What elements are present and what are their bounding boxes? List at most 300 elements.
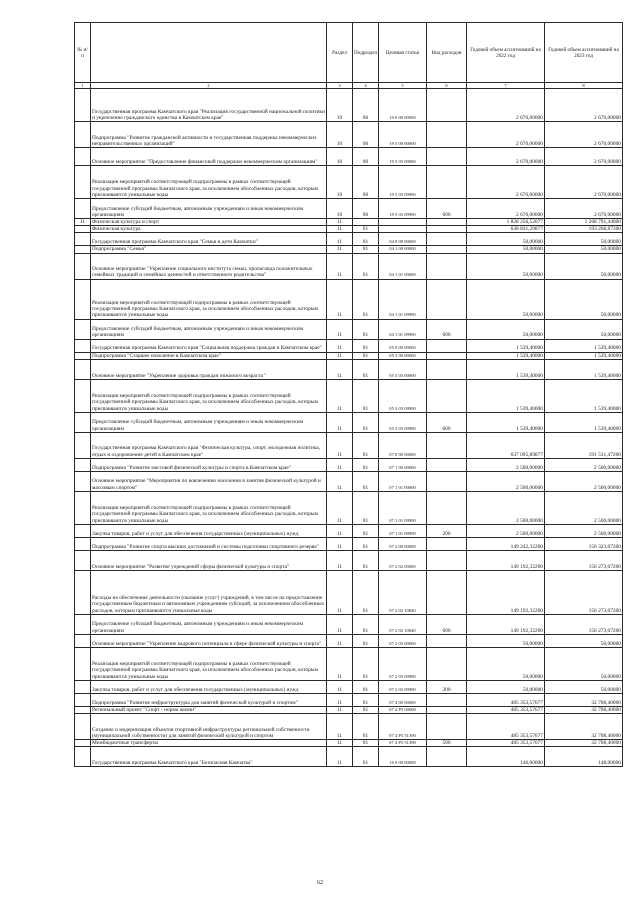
row-section: 11 (327, 524, 353, 537)
table-row (75, 550, 623, 570)
row-name: Закупка товаров, работ и услуг для обеспечения государственных (муниципальных) нужд (91, 524, 327, 537)
colnum-3: 3 (327, 83, 353, 89)
row-amount-2023: 1 539,40000 (545, 379, 623, 412)
row-amount-2022: 2 670,00000 (467, 166, 545, 199)
row-amount-2023: 50,00000 (545, 246, 623, 253)
row-target: 05 3 03 00000 (379, 359, 427, 379)
row-subsection: 01 (353, 319, 379, 339)
row-amount-2023: 2 670,00000 (545, 122, 623, 148)
row-target: 04 1 01 09990 (379, 279, 427, 319)
row-subsection: 01 (353, 706, 379, 713)
row-target: 07 2 03 09990 (379, 680, 427, 693)
row-section: 11 (327, 491, 353, 524)
row-amount-2023: 50,00000 (545, 634, 623, 647)
row-name: Основное мероприятие "Укрепление социального института семьи, пропаганда положительных семейных традиций и семейных ценностей и ответственного родительства" (91, 253, 327, 279)
table-row (75, 432, 623, 458)
table-row (75, 634, 623, 647)
row-amount-2022: 485 353,57677 (467, 740, 545, 747)
row-expense-type (427, 233, 467, 246)
row-name: Подпрограмма "Старшее поколение в Камчатском крае" (91, 352, 327, 359)
row-target: 07 2 02 00000 (379, 550, 427, 570)
row-subsection (353, 219, 379, 226)
row-target: 07 2 02 10840 (379, 570, 427, 614)
row-name: Основное мероприятие "Мероприятия по вовлечению населения в занятия физической культурой и массовым спортом" (91, 471, 327, 491)
row-section: 11 (327, 379, 353, 412)
row-name: Основное мероприятие "Укрепление здоровья граждан пожилого возраста " (91, 359, 327, 379)
row-subsection: 01 (353, 680, 379, 693)
row-num (75, 471, 91, 491)
row-num (75, 359, 91, 379)
row-amount-2023: 1 539,40000 (545, 359, 623, 379)
row-subsection: 01 (353, 524, 379, 537)
row-name: Основное мероприятие "Предоставление финансовой поддержки некоммерческим организациям" (91, 148, 327, 166)
header-row (75, 23, 623, 83)
row-num (75, 352, 91, 359)
row-section: 11 (327, 412, 353, 432)
row-num: 11 (75, 219, 91, 226)
row-amount-2022: 1 539,40000 (467, 412, 545, 432)
row-num (75, 714, 91, 740)
table-row (75, 166, 623, 199)
table-row (75, 647, 623, 680)
row-target: 05 3 03 09990 (379, 379, 427, 412)
row-expense-type (427, 379, 467, 412)
row-amount-2022: 50,00000 (467, 279, 545, 319)
row-num (75, 226, 91, 233)
row-amount-2022: 1 539,40000 (467, 339, 545, 352)
table-row (75, 359, 623, 379)
row-expense-type (427, 458, 467, 471)
row-num (75, 693, 91, 706)
header-target: Целевая статья (379, 23, 427, 83)
row-section: 11 (327, 740, 353, 747)
row-amount-2022: 1 539,40000 (467, 359, 545, 379)
row-amount-2023: 32 708,40000 (545, 706, 623, 713)
row-section: 11 (327, 319, 353, 339)
row-name: Предоставление субсидий бюджетным, автономным учреждениям и иным некоммерческим организациям (91, 412, 327, 432)
row-name: Закупка товаров, работ и услуг для обеспечения государственных (муниципальных) нужд (91, 680, 327, 693)
row-num (75, 747, 91, 767)
row-num (75, 614, 91, 634)
row-section: 11 (327, 714, 353, 740)
row-name: Создание и модернизация объектов спортивной инфраструктуры региональной собственности (муниципальной собственности) для занятий физической культурой и спортом (91, 714, 327, 740)
row-subsection: 01 (353, 693, 379, 706)
row-num (75, 570, 91, 614)
row-amount-2023: 32 708,40000 (545, 714, 623, 740)
row-amount-2022: 485 353,57677 (467, 706, 545, 713)
row-expense-type (427, 647, 467, 680)
row-amount-2022: 2 500,00000 (467, 458, 545, 471)
row-expense-type (427, 279, 467, 319)
row-amount-2022: 50,00000 (467, 319, 545, 339)
row-expense-type (427, 634, 467, 647)
row-amount-2023: 32 708,40000 (545, 693, 623, 706)
colnum-5: 5 (379, 83, 427, 89)
row-section: 10 (327, 89, 353, 122)
row-num (75, 706, 91, 713)
row-amount-2023: 156 273,07200 (545, 614, 623, 634)
row-target: 07 2 03 09990 (379, 647, 427, 680)
row-num (75, 89, 91, 122)
row-subsection: 01 (353, 339, 379, 352)
row-section: 11 (327, 226, 353, 233)
colnum-8: 8 (545, 83, 623, 89)
row-target: 07 2 02 10840 (379, 614, 427, 634)
row-section: 11 (327, 253, 353, 279)
table-row (75, 199, 623, 219)
row-amount-2023: 2 500,00000 (545, 471, 623, 491)
row-num (75, 233, 91, 246)
row-num (75, 458, 91, 471)
table-row (75, 524, 623, 537)
row-expense-type (427, 226, 467, 233)
row-subsection: 06 (353, 148, 379, 166)
row-subsection: 01 (353, 550, 379, 570)
row-amount-2022: 2 670,00000 (467, 199, 545, 219)
row-name: Региональный проект "Спорт - норма жизни" (91, 706, 327, 713)
row-section: 11 (327, 680, 353, 693)
row-num (75, 524, 91, 537)
header-expense: Вид расходов (427, 23, 467, 83)
table-row (75, 740, 623, 747)
row-section: 11 (327, 614, 353, 634)
row-amount-2022: 50,00000 (467, 246, 545, 253)
row-num (75, 279, 91, 319)
row-amount-2023: 50,00000 (545, 647, 623, 680)
row-amount-2023: 50,00000 (545, 319, 623, 339)
row-amount-2022: 2 500,00000 (467, 491, 545, 524)
table-row (75, 537, 623, 550)
table-row (75, 319, 623, 339)
row-expense-type (427, 491, 467, 524)
row-num (75, 246, 91, 253)
table-row (75, 226, 623, 233)
header-subsection: Подраздел (353, 23, 379, 83)
row-subsection: 01 (353, 714, 379, 740)
table-row (75, 352, 623, 359)
header-name (91, 23, 327, 83)
header-num: № п/п (75, 23, 91, 83)
row-name: Государственная программа Камчатского края "Семья и дети Камчатки" (91, 233, 327, 246)
row-amount-2022: 638 831,29877 (467, 226, 545, 233)
table-row (75, 491, 623, 524)
row-target: 05 3 03 09990 (379, 412, 427, 432)
row-amount-2022: 1 539,40000 (467, 352, 545, 359)
row-name: Физическая культура (91, 226, 327, 233)
row-amount-2023: 191 531,47200 (545, 432, 623, 458)
row-expense-type (427, 219, 467, 226)
row-amount-2022: 50,00000 (467, 634, 545, 647)
row-amount-2023: 1 539,40000 (545, 352, 623, 359)
row-name: Государственная программа Камчатского края "Физическая культура, спорт, молодежная политика, отдых и оздоровление детей в Камчатском крае" (91, 432, 327, 458)
row-target: 16 0 00 00000 (379, 747, 427, 767)
row-amount-2023: 2 670,00000 (545, 199, 623, 219)
row-amount-2023: 2 500,00000 (545, 524, 623, 537)
table-row (75, 379, 623, 412)
row-amount-2022: 2 500,00000 (467, 524, 545, 537)
row-amount-2023: 156 273,07200 (545, 550, 623, 570)
row-amount-2022: 149 192,32200 (467, 570, 545, 614)
row-expense-type (427, 246, 467, 253)
row-section: 11 (327, 233, 353, 246)
row-name: Реализация мероприятий соответствующей подпрограммы в рамках соответствующей государственной программы Камчатского края, за исключением обособленных расходов, которым присваиваются уникальные коды (91, 279, 327, 319)
row-amount-2023: 2 500,00000 (545, 458, 623, 471)
table-row (75, 714, 623, 740)
row-name: Реализация мероприятий соответствующей подпрограммы в рамках соответствующей государственной программы Камчатского края, за исключением обособленных расходов, которым присваиваются уникальные коды (91, 647, 327, 680)
row-target: 07 4 00 00000 (379, 693, 427, 706)
row-num (75, 634, 91, 647)
budget-table (74, 22, 623, 767)
row-name: Расходы на обеспечение деятельности (оказание услуг) учреждений, в том числе на предоставление государственным бюджетным и автономным учреждениям субсидий, за исключением обособленных расходов, которым присваиваются уникальные коды (91, 570, 327, 614)
row-amount-2023: 50,00000 (545, 253, 623, 279)
row-name: Государственная программа Камчатского края "Безопасная Камчатка" (91, 747, 327, 767)
row-target: 07 2 03 00000 (379, 634, 427, 647)
row-amount-2022: 637 095,89877 (467, 432, 545, 458)
row-target (379, 226, 427, 233)
row-subsection: 01 (353, 233, 379, 246)
row-expense-type (427, 714, 467, 740)
row-expense-type (427, 550, 467, 570)
row-section: 11 (327, 747, 353, 767)
row-amount-2022: 2 500,00000 (467, 471, 545, 491)
row-name: Предоставление субсидий бюджетным, автономным учреждениям и иным некоммерческим организациям (91, 199, 327, 219)
row-amount-2022: 2 670,00000 (467, 122, 545, 148)
row-amount-2022: 485 353,57677 (467, 693, 545, 706)
table-row (75, 614, 623, 634)
row-amount-2022: 50,00000 (467, 253, 545, 279)
table-body (75, 89, 623, 767)
row-num (75, 432, 91, 458)
row-name: Основное мероприятие "Развитие учреждений сферы физической культуры и спорта" (91, 550, 327, 570)
table-row (75, 246, 623, 253)
row-target: 07 4 P5 51390 (379, 740, 427, 747)
row-expense-type: 600 (427, 412, 467, 432)
row-num (75, 412, 91, 432)
row-amount-2023: 156 273,07200 (545, 570, 623, 614)
row-amount-2022: 485 353,57677 (467, 714, 545, 740)
row-subsection: 01 (353, 379, 379, 412)
row-num (75, 166, 91, 199)
table-row (75, 148, 623, 166)
colnum-4: 4 (353, 83, 379, 89)
row-target: 07 1 01 09990 (379, 524, 427, 537)
row-amount-2023: 2 670,00000 (545, 89, 623, 122)
row-amount-2023: 1 539,40000 (545, 339, 623, 352)
row-num (75, 550, 91, 570)
row-section: 11 (327, 706, 353, 713)
row-target: 04 1 00 00000 (379, 246, 427, 253)
row-section: 10 (327, 199, 353, 219)
row-subsection: 01 (353, 279, 379, 319)
row-section: 11 (327, 219, 353, 226)
row-subsection: 01 (353, 432, 379, 458)
row-num (75, 319, 91, 339)
row-subsection: 01 (353, 634, 379, 647)
row-target: 07 1 01 09990 (379, 491, 427, 524)
row-amount-2022: 149 192,32200 (467, 550, 545, 570)
row-subsection: 01 (353, 253, 379, 279)
table-row (75, 122, 623, 148)
row-subsection: 01 (353, 747, 379, 767)
row-target: 19 5 00 00000 (379, 122, 427, 148)
row-amount-2023: 1 268 791,44000 (545, 219, 623, 226)
row-section: 11 (327, 471, 353, 491)
row-expense-type (427, 432, 467, 458)
row-name: Основное мероприятие "Укрепление кадрового потенциала в сфере физической культуры и спорта" (91, 634, 327, 647)
row-target: 07 4 P5 51390 (379, 714, 427, 740)
row-amount-2022: 50,00000 (467, 647, 545, 680)
row-subsection: 01 (353, 491, 379, 524)
row-target: 07 4 P5 00000 (379, 706, 427, 713)
row-amount-2022: 1 539,40000 (467, 379, 545, 412)
row-amount-2022: 149 192,32200 (467, 614, 545, 634)
row-amount-2022: 50,00000 (467, 233, 545, 246)
row-expense-type (427, 352, 467, 359)
page-number: 62 (317, 880, 323, 886)
row-section: 11 (327, 458, 353, 471)
row-target: 19 5 03 00000 (379, 148, 427, 166)
row-amount-2022: 149 242,32200 (467, 537, 545, 550)
row-target: 07 0 00 00000 (379, 432, 427, 458)
row-subsection: 01 (353, 359, 379, 379)
table-row (75, 706, 623, 713)
row-expense-type (427, 471, 467, 491)
row-subsection: 01 (353, 614, 379, 634)
row-subsection: 01 (353, 226, 379, 233)
row-section: 11 (327, 246, 353, 253)
row-amount-2023: 1 539,40000 (545, 412, 623, 432)
row-target: 19 0 00 00000 (379, 89, 427, 122)
row-subsection: 01 (353, 246, 379, 253)
row-expense-type: 600 (427, 199, 467, 219)
row-name: Подпрограмма "Развитие спорта высших достижений и системы подготовки спортивного резерва" (91, 537, 327, 550)
table-row (75, 412, 623, 432)
colnum-6: 6 (427, 83, 467, 89)
row-section: 11 (327, 634, 353, 647)
row-amount-2023: 50,00000 (545, 680, 623, 693)
table-row (75, 458, 623, 471)
row-subsection: 01 (353, 570, 379, 614)
row-name: Предоставление субсидий бюджетным, автономным учреждениям и иным некоммерческим организациям (91, 319, 327, 339)
row-amount-2022: 2 670,00000 (467, 89, 545, 122)
table-row (75, 693, 623, 706)
row-name: Межбюджетные трансферты (91, 740, 327, 747)
row-subsection: 06 (353, 199, 379, 219)
row-target (379, 219, 427, 226)
row-name: Физическая культура и спорт (91, 219, 327, 226)
table-row (75, 279, 623, 319)
row-subsection: 06 (353, 122, 379, 148)
row-section: 11 (327, 279, 353, 319)
row-expense-type (427, 706, 467, 713)
row-amount-2023: 2 670,00000 (545, 166, 623, 199)
table-row (75, 89, 623, 122)
row-expense-type: 600 (427, 319, 467, 339)
row-subsection: 01 (353, 740, 379, 747)
row-expense-type: 500 (427, 740, 467, 747)
row-expense-type: 600 (427, 614, 467, 634)
row-amount-2023: 50,00000 (545, 233, 623, 246)
row-section: 10 (327, 166, 353, 199)
row-section: 11 (327, 432, 353, 458)
row-target: 19 5 03 09990 (379, 166, 427, 199)
document-page (74, 22, 622, 767)
table-row (75, 339, 623, 352)
row-subsection: 01 (353, 471, 379, 491)
row-target: 05 3 00 00000 (379, 352, 427, 359)
row-num (75, 379, 91, 412)
row-num (75, 199, 91, 219)
row-expense-type (427, 537, 467, 550)
row-amount-2023: 148,00000 (545, 747, 623, 767)
table-row (75, 253, 623, 279)
row-num (75, 148, 91, 166)
row-expense-type (427, 89, 467, 122)
row-expense-type: 200 (427, 524, 467, 537)
row-target: 07 1 00 00000 (379, 458, 427, 471)
row-section: 11 (327, 693, 353, 706)
header-section: Раздел (327, 23, 353, 83)
row-amount-2023: 193 268,87200 (545, 226, 623, 233)
row-expense-type (427, 253, 467, 279)
table-row (75, 471, 623, 491)
row-subsection: 01 (353, 412, 379, 432)
row-name: Реализация мероприятий соответствующей подпрограммы в рамках соответствующей государственной программы Камчатского края, за исключением обособленных расходов, которым присваиваются уникальные коды (91, 491, 327, 524)
table-row (75, 747, 623, 767)
row-target: 19 5 03 09990 (379, 199, 427, 219)
row-expense-type (427, 747, 467, 767)
row-num (75, 647, 91, 680)
colnum-1: 1 (75, 83, 91, 89)
row-amount-2022: 146,00000 (467, 747, 545, 767)
row-amount-2023: 32 708,40000 (545, 740, 623, 747)
row-expense-type (427, 359, 467, 379)
row-num (75, 339, 91, 352)
row-name: Реализация мероприятий соответствующей подпрограммы в рамках соответствующей государственной программы Камчатского края, за исключением обособленных расходов, которым присваиваются уникальные коды (91, 379, 327, 412)
row-name: Реализация мероприятий соответствующей подпрограммы в рамках соответствующей государственной программы Камчатского края, за исключением обособленных расходов, которым присваиваются уникальные коды (91, 166, 327, 199)
row-target: 04 1 01 09990 (379, 319, 427, 339)
row-amount-2023: 2 670,00000 (545, 148, 623, 166)
row-section: 11 (327, 550, 353, 570)
row-target: 05 0 00 00000 (379, 339, 427, 352)
row-amount-2022: 1 828 256,52077 (467, 219, 545, 226)
row-subsection: 06 (353, 89, 379, 122)
row-subsection: 01 (353, 352, 379, 359)
table-row (75, 680, 623, 693)
row-target: 04 0 00 00000 (379, 233, 427, 246)
row-num (75, 537, 91, 550)
header-2023: Годовой объем ассигнований на 2023 год (545, 23, 623, 83)
row-num (75, 740, 91, 747)
row-target: 07 2 00 00000 (379, 537, 427, 550)
row-amount-2023: 156 323,07200 (545, 537, 623, 550)
row-subsection: 06 (353, 166, 379, 199)
row-amount-2022: 2 670,00000 (467, 148, 545, 166)
table-row (75, 233, 623, 246)
row-name: Подпрограмма "Семья" (91, 246, 327, 253)
row-num (75, 680, 91, 693)
row-name: Подпрограмма "Развитие гражданской активности и государственная поддержка некоммерческих неправительственных организаций" (91, 122, 327, 148)
row-amount-2023: 50,00000 (545, 279, 623, 319)
table-row (75, 219, 623, 226)
row-name: Предоставление субсидий бюджетным, автономным учреждениям и иным некоммерческим организациям (91, 614, 327, 634)
row-expense-type (427, 339, 467, 352)
row-section: 11 (327, 570, 353, 614)
row-section: 11 (327, 352, 353, 359)
row-name: Государственная программа Камчатского края "Реализация государственной национальной политики и укрепление гражданского единства в Камчатском крае" (91, 89, 327, 122)
row-subsection: 01 (353, 537, 379, 550)
row-name: Государственная программа Камчатского края "Социальная поддержка граждан в Камчатском крае" (91, 339, 327, 352)
